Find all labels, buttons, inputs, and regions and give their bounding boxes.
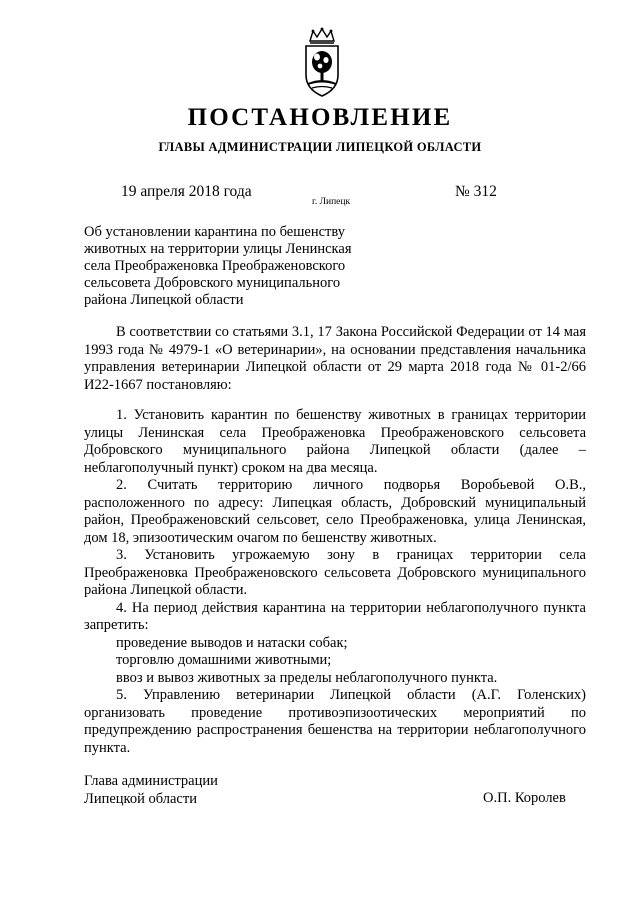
preamble-paragraph: В соответствии со статьями 3.1, 17 Закона Российской Федерации от 14 мая 1993 года № 4979-1 «О ветеринарии», на основании представления начальника управления ветеринарии Липецкой области от 29 марта 2018 года № 01-2/66 И22-1667 постановляю: <box>84 324 586 393</box>
coat-of-arms-icon <box>302 27 342 99</box>
item-4-paragraph: 4. На период действия карантина на территории неблагополучного пункта запретить: <box>84 599 586 633</box>
document-date: 19 апреля 2018 года <box>121 183 252 200</box>
subject-line: Об установлении карантина по бешенству <box>84 224 345 240</box>
document-subject <box>84 224 384 309</box>
document-number: № 312 <box>455 183 497 200</box>
item-3-paragraph: 3. Установить угрожаемую зону в границах территории села Преображеновка Преображеновского сельсовета Добровского муниципального района Липецкой области. <box>84 547 586 598</box>
signatory-name: О.П. Королев <box>483 790 566 806</box>
signature-position <box>84 772 218 808</box>
document-subtitle: ГЛАВЫ АДМИНИСТРАЦИИ ЛИПЕЦКОЙ ОБЛАСТИ <box>158 140 482 154</box>
subject-line: района Липецкой области <box>84 292 244 308</box>
signature-position-line: Липецкой области <box>84 791 197 807</box>
item-5-paragraph: 5. Управлению ветеринарии Липецкой области (А.Г. Голенских) организовать проведение противоэпизоотических мероприятий по предупреждению распространения бешенства на территории неблагополучного пункта. <box>84 687 586 756</box>
signature-position-line: Глава администрации <box>84 773 218 789</box>
subject-line: животных на территории улицы Ленинская <box>84 241 352 257</box>
subject-line: сельсовета Добровского муниципального <box>84 275 341 291</box>
document-title: ПОСТАНОВЛЕНИЕ <box>187 104 453 131</box>
item-2-paragraph: 2. Считать территорию личного подворья Воробьевой О.В., расположенного по адресу: Липецкая область, Добровский муниципальный район, Преображеновский сельсовет, село Преображеновка, улица Ленинская, дом 18, эпизоотическим очагом по бешенству животных. <box>84 477 586 546</box>
item-1-paragraph: 1. Установить карантин по бешенству животных в границах территории улицы Ленинская села Преображеновка Преображеновского сельсовета Добровского муниципального района Липецкой области (далее – неблагополучный пункт) сроком на два месяца. <box>84 407 586 476</box>
document-body <box>84 324 586 757</box>
item-4-subitem: проведение выводов и натаски собак; <box>116 634 348 651</box>
item-4-subitem: ввоз и вывоз животных за пределы неблагополучного пункта. <box>116 669 498 686</box>
document-city: г. Липецк <box>312 197 351 207</box>
item-4-subitem: торговлю домашними животными; <box>116 652 332 668</box>
subject-line: села Преображеновка Преображеновского <box>84 258 346 274</box>
